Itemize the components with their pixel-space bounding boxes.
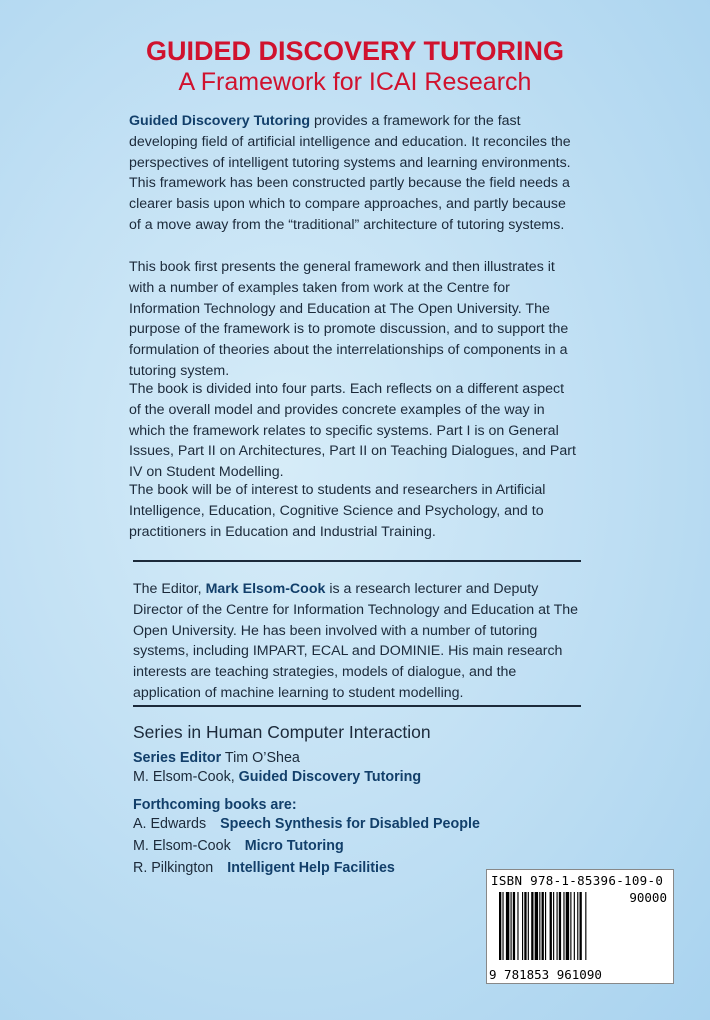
forthcoming-title: Intelligent Help Facilities [227,860,395,876]
barcode-bar [528,892,529,960]
barcode-bar [517,892,518,960]
barcode-bar [542,892,544,960]
barcode-bar [574,892,575,960]
editor-text: is a research lecturer and Deputy Director of the Centre for Information Technology and Education at The Open University. He has been involved with a number of tutoring systems, including IMPART, ECAL and DOMINIE. His main research interests are teaching strategies, models of dialogue, and the application of machine learning to student modelling. [133,581,579,701]
forthcoming-author: A. Edwards [133,816,207,832]
blurb-title-bold: Guided Discovery Tutoring [129,113,311,129]
barcode-bar [559,892,561,960]
divider-bottom [133,705,581,707]
series-title: Series in Human Computer Interaction [133,722,431,742]
price-code: 90000 [629,890,667,905]
barcode-bar [502,892,503,960]
barcode-bars [499,892,619,962]
forthcoming-label [133,797,297,813]
forthcoming-title: Speech Synthesis for Disabled People [220,816,480,832]
barcode-bar [553,892,554,960]
forthcoming-title: Micro Tutoring [244,838,344,854]
series-book-author: M. Elsom-Cook, [133,769,239,785]
blurb-paragraph-4: The book will be of interest to students and researchers in Artificial Intelligence, Education, Cognitive Science and Psychology, and to practitioners in Education and Industrial Training. [129,482,546,540]
barcode-bar [545,892,546,960]
barcode-bar [506,892,509,960]
series-editor-label: Series Editor [133,750,222,766]
forthcoming-item [133,816,480,832]
blurb-paragraph-1 [129,111,577,236]
series-book-line [133,769,421,785]
isbn-text: ISBN 978-1-85396-109-0 [491,873,664,888]
forthcoming-author: R. Pilkington [133,860,214,876]
divider-top [133,560,581,562]
barcode-digits: 9 781853 961090 [489,967,602,982]
forthcoming-item [133,838,344,854]
blurb-paragraph-3: The book is divided into four parts. Each reflects on a different aspect of the overall model and provides concrete examples of the way in which the framework relates to specific systems. Part I is on General Issues, Part II on Architectures, Part II on Teaching Dialogues, and Part IV on Student Modelling. [129,381,576,481]
blurb-paragraph-2: This book first presents the general framework and then illustrates it with a number of examples taken from work at the Centre for Information Technology and Education at The Open University. The purpose of the framework is to promote discussion, and to support the formulation of theories about the interrelationships of components in a tutoring system. [129,259,569,379]
barcode-bar [550,892,552,960]
barcode-bar [531,892,533,960]
blurb-paragraph-1-text: provides a framework for the fast developing field of artificial intelligence and education. It reconciles the perspectives of intelligent tutoring systems and learning environments. This framework has been constructed partly because the field needs a clearer basis upon which to compare approaches, and partly because of a move away from the “traditional” architecture of tutoring systems. [129,113,571,233]
editor-name: Mark Elsom-Cook [205,581,326,597]
barcode-bar [580,892,582,960]
forthcoming-item [133,860,395,876]
editor-paragraph [133,579,581,704]
forthcoming-label-text: Forthcoming books are: [133,797,297,813]
barcode-bar [535,892,538,960]
barcode-bar [570,892,571,960]
barcode-bar [566,892,569,960]
book-subtitle: A Framework for ICAI Research [178,68,532,96]
forthcoming-author: M. Elsom-Cook [133,838,231,854]
barcode-bar [499,892,501,960]
editor-prefix: The Editor, [133,581,206,597]
barcode-bar [539,892,540,960]
barcode-bar [585,892,586,960]
series-book-title: Guided Discovery Tutoring [238,769,422,785]
series-editor-line [133,750,300,766]
barcode-bar [522,892,523,960]
barcode-bar [557,892,558,960]
barcode-bar [577,892,578,960]
barcode-bar [511,892,512,960]
barcode-bar [563,892,564,960]
series-editor-name: Tim O’Shea [224,750,300,766]
book-title: GUIDED DISCOVERY TUTORING [145,36,565,66]
barcode-bar [513,892,515,960]
barcode-label [486,869,674,984]
barcode-bar [524,892,526,960]
